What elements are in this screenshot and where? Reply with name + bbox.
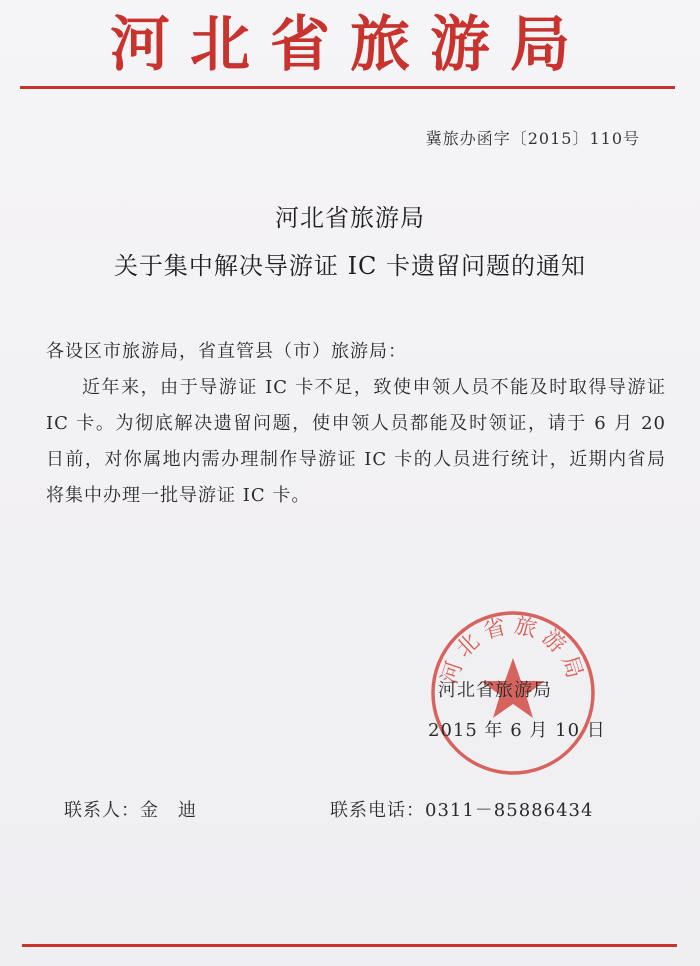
document-number: 冀旅办函字〔2015〕110号 (425, 129, 640, 148)
letterhead-rule-bottom (22, 944, 677, 947)
document-title-line1: 河北省旅游局 (275, 204, 425, 232)
body-paragraph: 近年来，由于导游证 IC 卡不足，致使申领人员不能及时取得导游证 IC 卡。为彻底解决遗留问题，使申领人员都能及时领证，请于 6 月 20 日前，对你属地内需办理制作导游证 IC 卡的人员进行统计，近期内省局将集中办理一批导游证 IC 卡。 (46, 377, 666, 506)
document-title-line2: 关于集中解决导游证 IC 卡遗留问题的通知 (113, 252, 587, 280)
letterhead-rule-top (20, 86, 675, 89)
contact-phone: 联系电话：0311－85886434 (330, 800, 594, 821)
contact-person: 联系人：金 迪 (64, 800, 197, 821)
letterhead-title: 河北省旅游局 (110, 10, 590, 80)
salutation: 各设区市旅游局，省直管县（市）旅游局： (46, 341, 407, 362)
signature-org: 河北省旅游局 (438, 680, 552, 701)
seal-text: 河北省旅游局 (437, 613, 589, 688)
signature-date: 2015 年 6 月 10 日 (428, 720, 606, 741)
